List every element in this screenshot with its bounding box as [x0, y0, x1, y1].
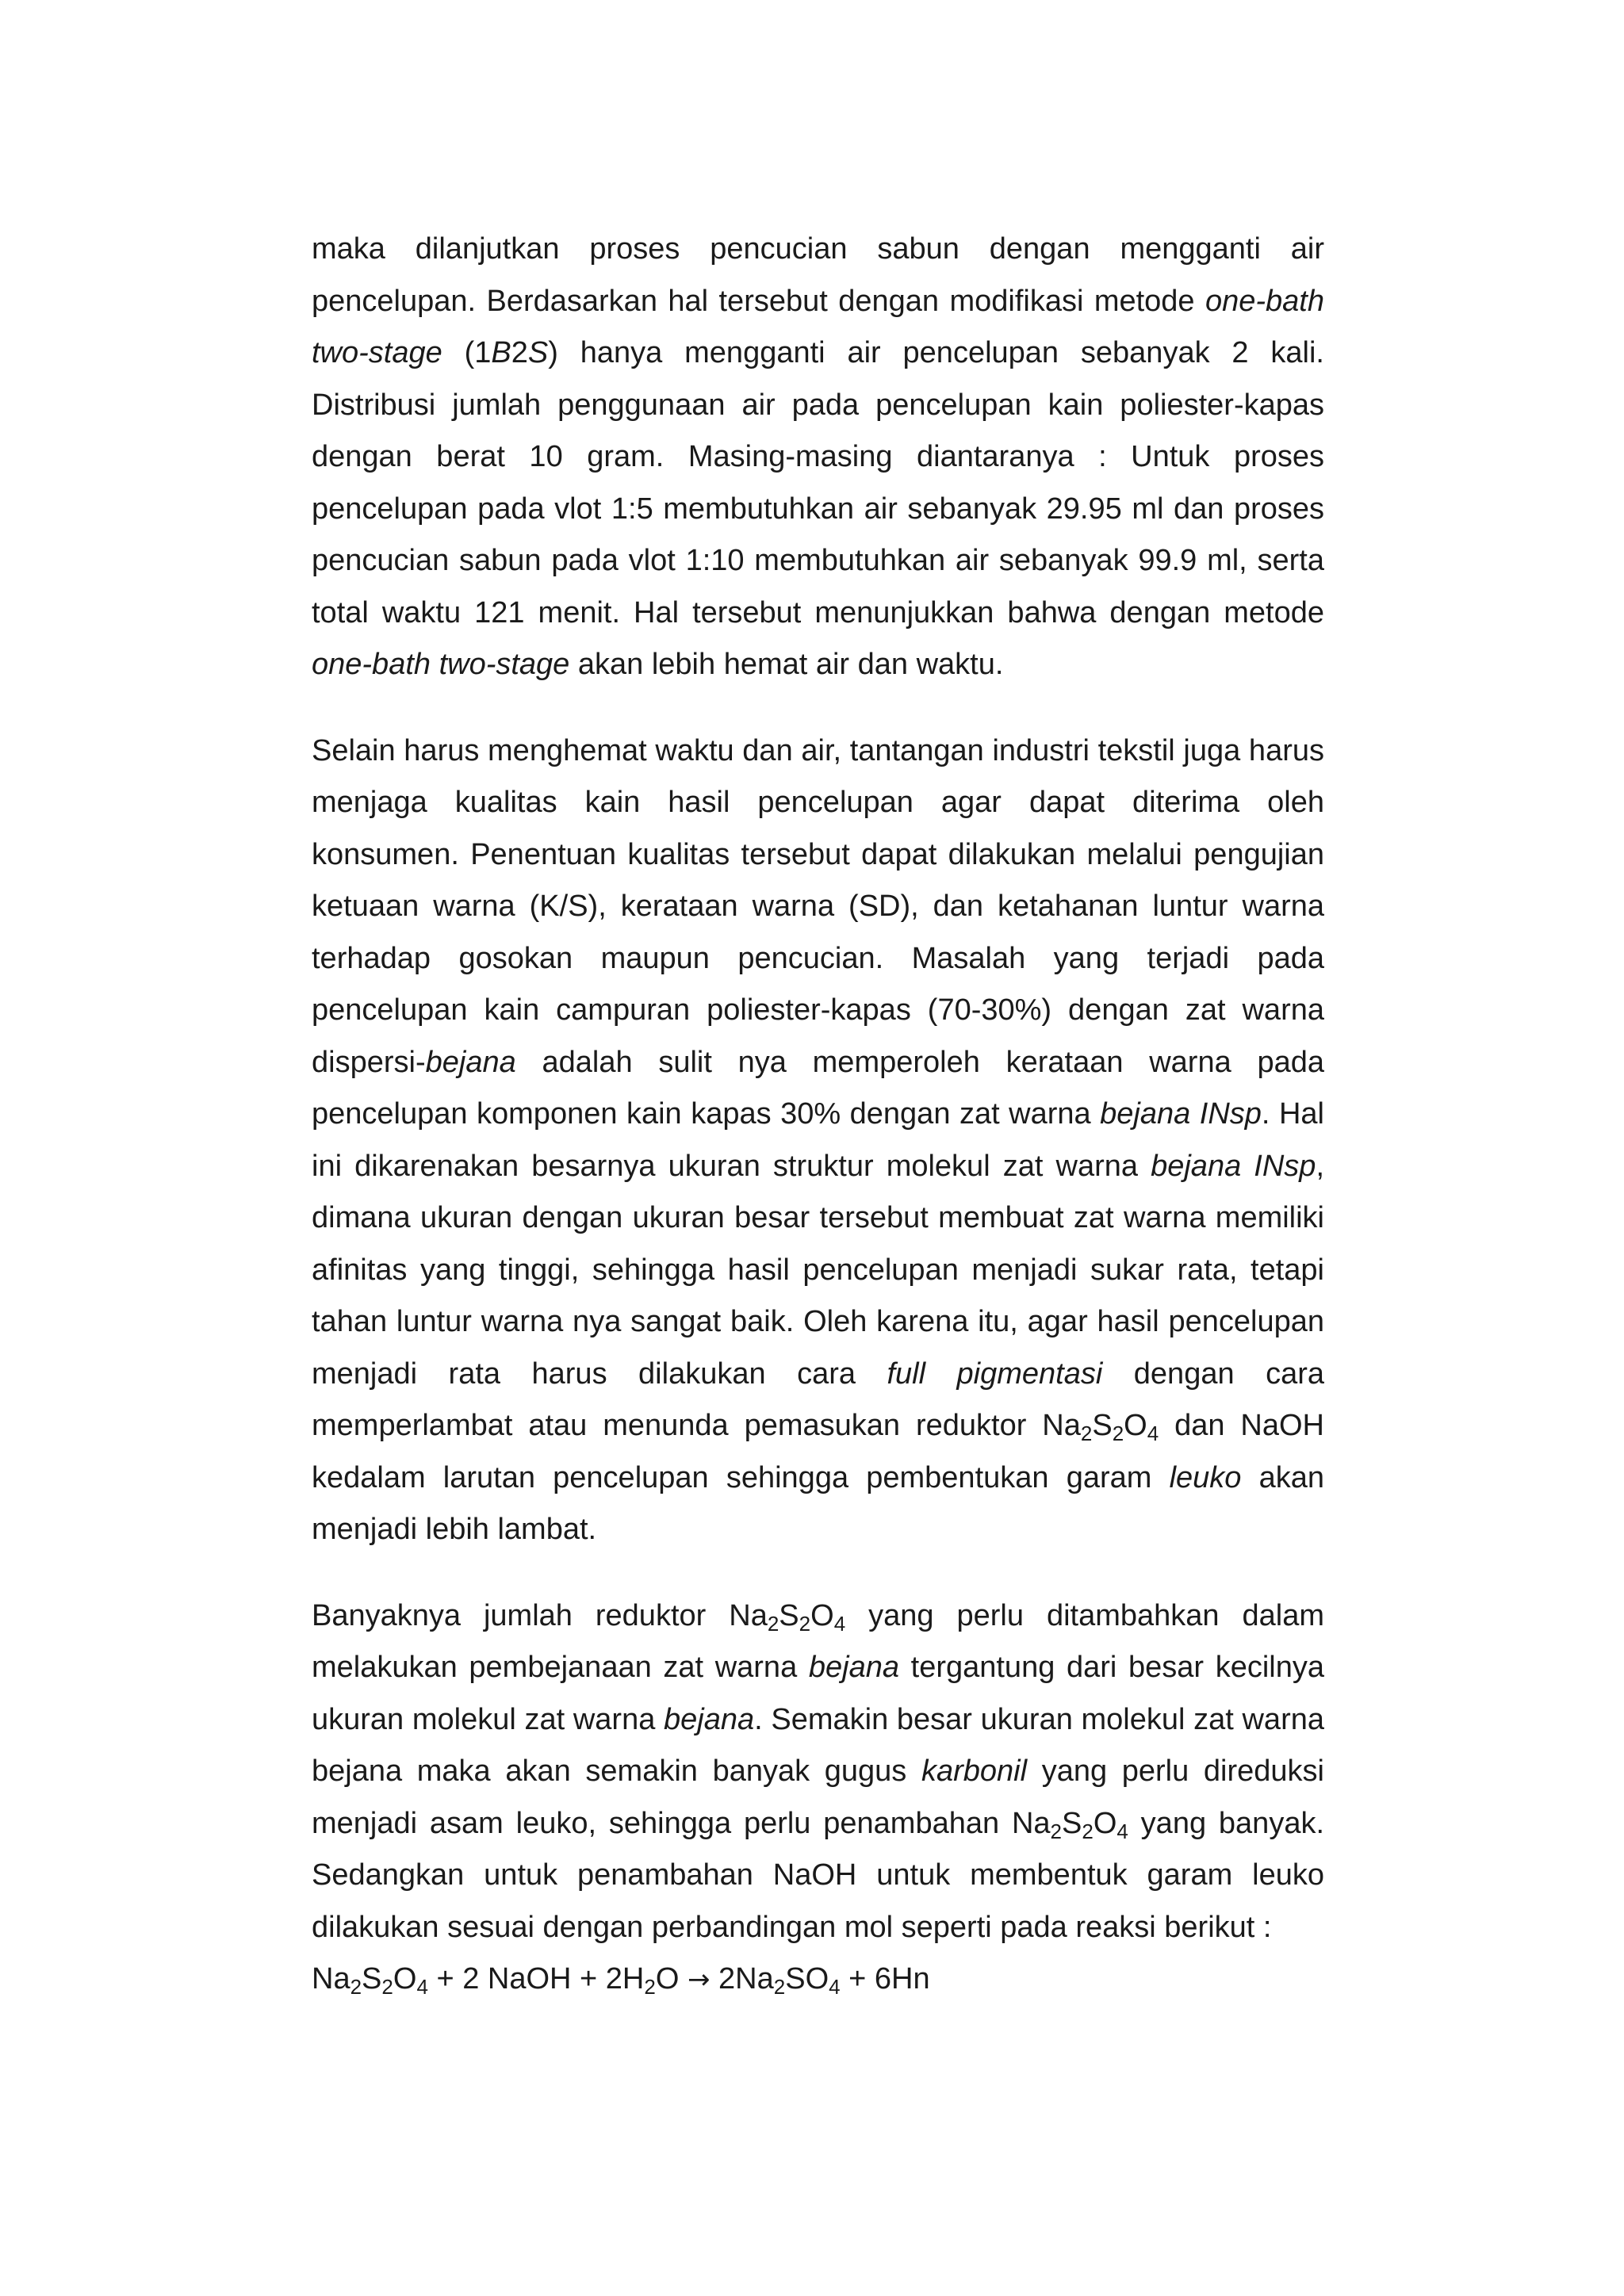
italic-term: bejana INsp: [1100, 1097, 1262, 1131]
italic-term: one-bath two-stage: [312, 284, 1324, 369]
subscript: 2: [773, 1975, 786, 1999]
italic-term: full pigmentasi: [887, 1357, 1103, 1391]
subscript: 2: [381, 1975, 393, 1999]
italic-term: one-bath two-stage: [312, 648, 570, 681]
italic-term: bejana INsp: [1151, 1149, 1316, 1183]
italic-term: karbonil: [921, 1755, 1028, 1788]
italic-term: bejana: [808, 1651, 899, 1684]
subscript: 2: [350, 1975, 362, 1999]
subscript: 2: [644, 1975, 656, 1999]
subscript: 2: [1112, 1422, 1124, 1445]
subscript: 2: [1080, 1422, 1093, 1445]
italic-term: bejana: [664, 1702, 755, 1736]
subscript: 4: [833, 1611, 846, 1636]
chemical-equation: $Na_2S_2O_4 + 2$ NaOH + $2H_2O \to 2Na_2SO_4 + 6Hn$: [312, 1962, 930, 1999]
subscript: 2: [799, 1611, 811, 1636]
paragraph-dye-quality-challenge: Selain harus menghemat waktu dan air, tantangan industri tekstil juga harus menjaga kualitas kain hasil pencelupan agar dapat diterima oleh konsumen. Penentuan kualitas tersebut dapat dilakukan melalui pengujian ketuaan warna (K/S), kerataan warna (SD), dan ketahanan luntur warna terhadap gosokan maupun pencucian. Masalah yang terjadi pada pencelupan kain campuran poliester-kapas (70-30%) dengan zat warna dispersi-bejana adalah sulit nya memperoleh kerataan warna pada pencelupan komponen kain kapas 30% dengan zat warna bejana INsp. Hal ini dikarenakan besarnya ukuran struktur molekul zat warna bejana INsp, dimana ukuran dengan ukuran besar tersebut membuat zat warna memiliki afinitas yang tinggi, sehingga hasil pencelupan menjadi sukar rata, tetapi tahan luntur warna nya sangat baik. Oleh karena itu, agar hasil pencelupan menjadi rata harus dilakukan cara full pigmentasi dengan cara memperlambat atau menunda pemasukan reduktor $Na_2S_2O_4$ dan NaOH kedalam larutan pencelupan sehingga pembentukan garam leuko akan menjadi lebih lambat.: [312, 733, 1324, 1546]
subscript: 4: [416, 1975, 428, 1999]
italic-term: B: [491, 336, 511, 369]
reaction-arrow-icon: →: [687, 1964, 710, 1996]
subscript: 2: [767, 1611, 779, 1636]
paragraph-reducing-agent: Banyaknya jumlah reduktor $Na_2S_2O_4$ yang perlu ditambahkan dalam melakukan pembejanaan zat warna bejana tergantung dari besar kecilnya ukuran molekul zat warna bejana. Semakin besar ukuran molekul zat warna bejana maka akan semakin banyak gugus karbonil yang perlu direduksi menjadi asam leuko, sehingga perlu penambahan $Na_2S_2O_4$ yang banyak. Sedangkan untuk penambahan NaOH untuk membentuk garam leuko dilakukan sesuai dengan perbandingan mol seperti pada reaksi berikut :: [312, 1598, 1325, 1944]
italic-term: bejana: [425, 1045, 516, 1079]
subscript: 2: [1082, 1819, 1094, 1843]
document-body: [312, 224, 1324, 2007]
paragraph-dyeing-water-usage: maka dilanjutkan proses pencucian sabun dengan mengganti air pencelupan. Berdasarkan hal tersebut dengan modifikasi metode one-bath two-stage (1B2S) hanya mengganti air pencelupan sebanyak 2 kali. Distribusi jumlah penggunaan air pada pencelupan kain poliester-kapas dengan berat 10 gram. Masing-masing diantaranya : Untuk proses pencelupan pada vlot 1:5 membutuhkan air sebanyak 29.95 ml dan proses pencucian sabun pada vlot 1:10 membutuhkan air sebanyak 99.9 ml, serta total waktu 121 menit. Hal tersebut menunjukkan bahwa dengan metode one-bath two-stage akan lebih hemat air dan waktu.: [312, 232, 1324, 681]
italic-term: S: [527, 336, 549, 369]
italic-term: leuko: [1169, 1460, 1242, 1494]
subscript: 4: [829, 1975, 841, 1999]
subscript: 4: [1116, 1819, 1128, 1843]
subscript: 4: [1147, 1422, 1159, 1445]
subscript: 2: [1050, 1819, 1062, 1843]
